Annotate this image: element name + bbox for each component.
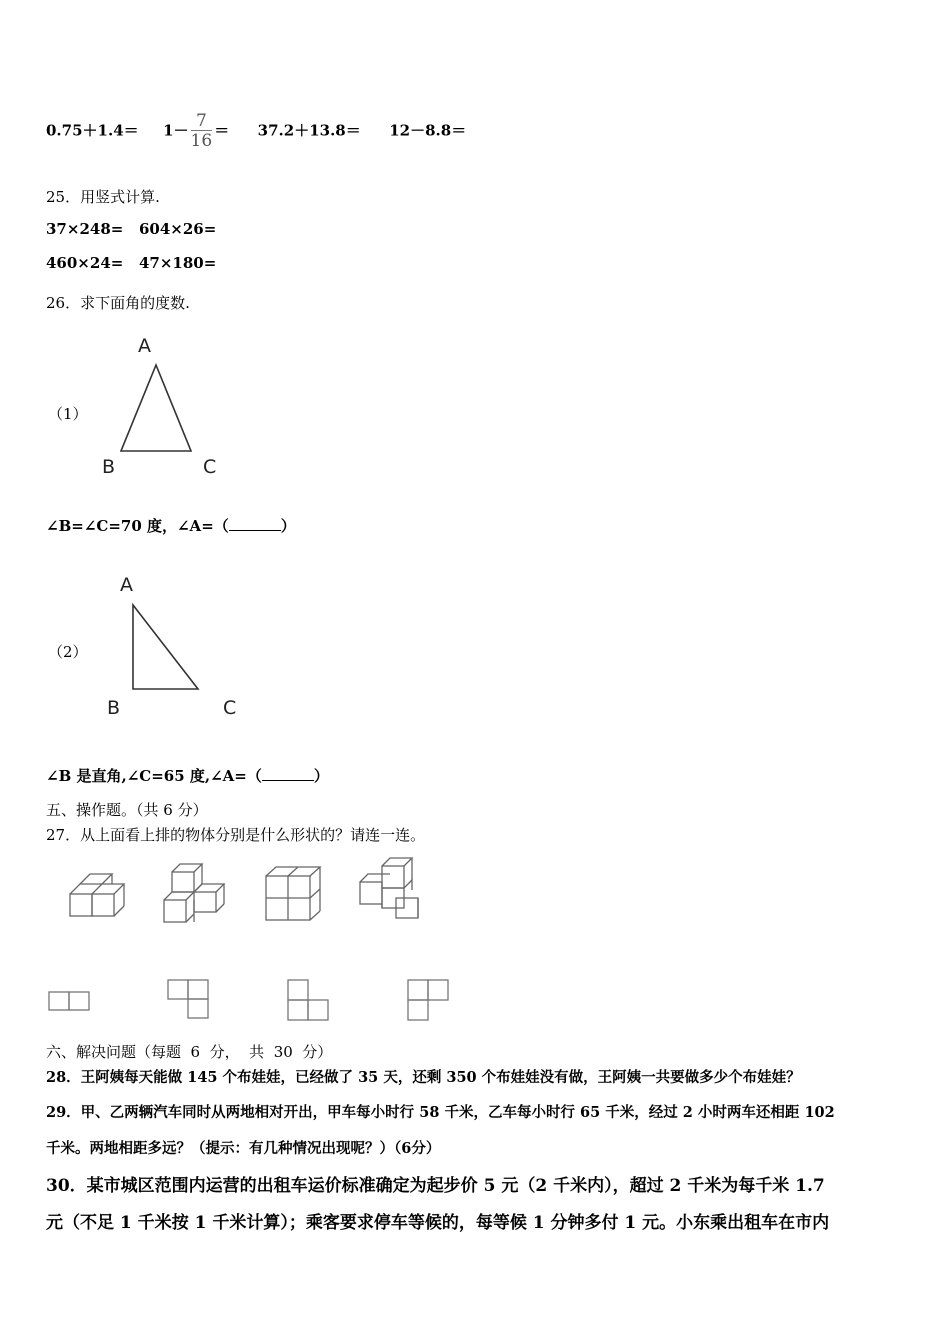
section-5-title: 五、操作题。（共 6 分） bbox=[46, 801, 208, 819]
calc-item-4: 12－8.8＝ bbox=[389, 121, 467, 140]
solid-2-icon bbox=[160, 860, 228, 924]
q26-part2-question bbox=[46, 765, 329, 786]
q26-part1-question bbox=[46, 515, 296, 536]
triangle-2 bbox=[133, 605, 198, 689]
fraction-numerator: 7 bbox=[191, 112, 213, 131]
view-2-icon bbox=[164, 976, 212, 1022]
q26-part2-text: ∠B 是直角,∠C=65 度,∠A=（ bbox=[46, 767, 262, 785]
triangle-1 bbox=[121, 365, 191, 451]
q26-part2-close: ） bbox=[313, 767, 329, 785]
view-1-icon bbox=[46, 988, 94, 1014]
calc-item-2-suffix: ＝ bbox=[214, 121, 230, 140]
triangle-2-vertex-a: A bbox=[120, 574, 133, 596]
triangle-1-figure bbox=[95, 330, 235, 480]
q26-part1-close: ） bbox=[280, 517, 296, 535]
q25-row-2: 460×24= 47×180= bbox=[46, 254, 217, 272]
q29-line-2: 千米。两地相距多远？（提示：有几种情况出现呢？）（6分） bbox=[46, 1140, 441, 1157]
q29-line-1: 29．甲、乙两辆汽车同时从两地相对开出，甲车每小时行 58 千米，乙车每小时行 65 千米，经过 2 小时两车还相距 102 bbox=[46, 1104, 835, 1121]
solid-3-icon bbox=[262, 864, 324, 922]
section-6-title: 六、解决问题（每题 6 分， 共 30 分） bbox=[46, 1043, 333, 1061]
answer-blank[interactable] bbox=[262, 768, 314, 781]
q28-text: 28．王阿姨每天能做 145 个布娃娃，已经做了 35 天，还剩 350 个布娃娃没有做，王阿姨一共要做多少个布娃娃？ bbox=[46, 1069, 801, 1086]
q30-line-2: 元（不足 1 千米按 1 千米计算）；乘客要求停车等候的，每等候 1 分钟多付 1 元。小东乘出租车在市内 bbox=[46, 1213, 830, 1233]
q26-part2-label: （2） bbox=[48, 643, 88, 661]
calc-item-1: 0.75＋1.4＝ bbox=[46, 121, 139, 140]
triangle-2-figure bbox=[95, 568, 255, 723]
triangle-1-vertex-b: B bbox=[102, 456, 116, 478]
q26-part1-label: （1） bbox=[48, 405, 88, 423]
fraction bbox=[191, 112, 213, 151]
triangle-2-vertex-c: C bbox=[223, 697, 237, 719]
q25-title: 25．用竖式计算. bbox=[46, 188, 160, 206]
triangle-1-vertex-c: C bbox=[203, 456, 217, 478]
solid-1-icon bbox=[66, 872, 126, 922]
triangle-2-vertex-b: B bbox=[107, 697, 121, 719]
view-4-icon bbox=[404, 976, 454, 1024]
q27-title: 27．从上面看上排的物体分别是什么形状的？请连一连。 bbox=[46, 826, 426, 844]
calc-item-3: 37.2＋13.8＝ bbox=[257, 121, 361, 140]
view-3-icon bbox=[284, 976, 334, 1024]
q30-line-1: 30．某市城区范围内运营的出租车运价标准确定为起步价 5 元（2 千米内），超过 2 千米为每千米 1.7 bbox=[46, 1176, 825, 1196]
calc-item-2-prefix: 1－ bbox=[163, 121, 189, 140]
q25-row-1: 37×248= 604×26= bbox=[46, 220, 217, 238]
q26-title: 26．求下面角的度数. bbox=[46, 294, 190, 312]
solid-4-icon bbox=[356, 856, 426, 922]
fraction-denominator: 16 bbox=[190, 131, 213, 151]
calc-row bbox=[46, 112, 466, 151]
answer-blank[interactable] bbox=[229, 518, 281, 531]
q26-part1-text: ∠B=∠C=70 度，∠A=（ bbox=[46, 517, 229, 535]
triangle-1-vertex-a: A bbox=[138, 335, 151, 357]
